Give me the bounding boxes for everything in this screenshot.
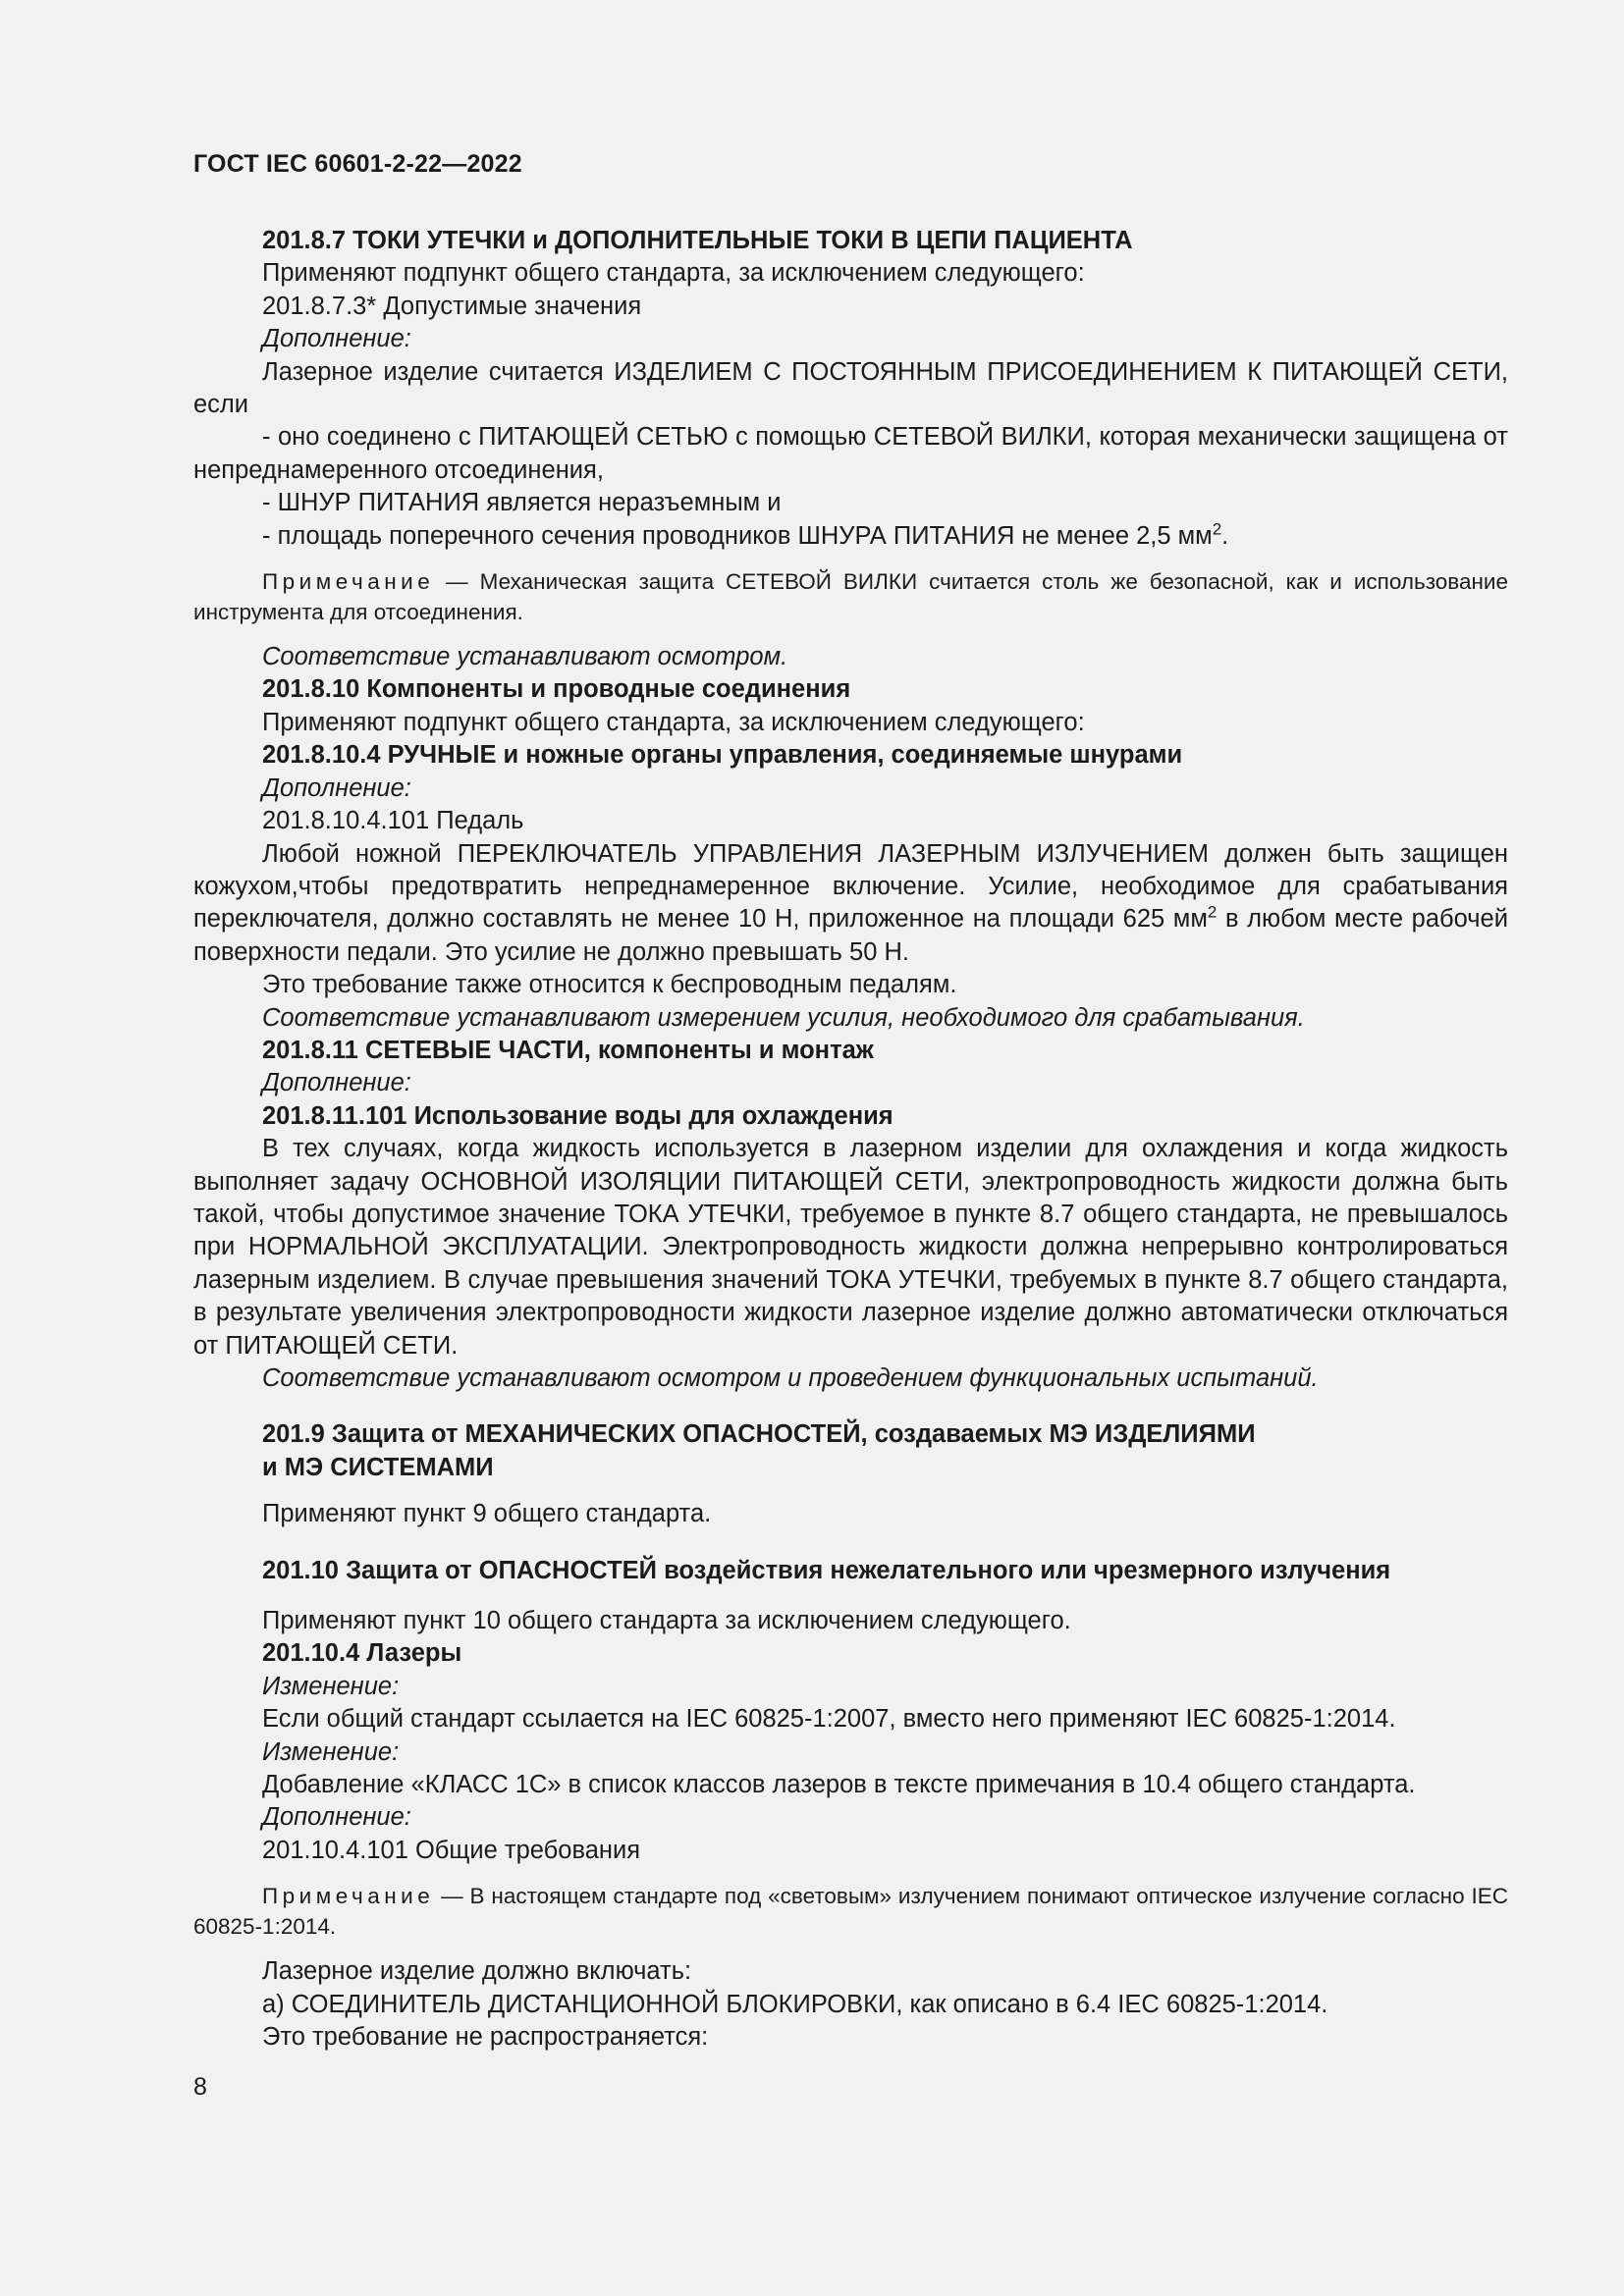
note-text: — Механическая защита СЕТЕВОЙ ВИЛКИ считается столь же безопасной, как и использование инструмента для отсоединения. [193, 569, 1508, 625]
compliance-text: Соответствие устанавливают осмотром. [262, 643, 788, 671]
superscript: 2 [1207, 902, 1218, 922]
section-heading: 201.8.7 ТОКИ УТЕЧКИ и ДОПОЛНИТЕЛЬНЫЕ ТОКИ В ЦЕПИ ПАЦИЕНТА [262, 227, 1133, 254]
heading-line-2: и МЭ СИСТЕМАМИ [262, 1453, 494, 1481]
compliance-text: Соответствие устанавливают осмотром и проведением функциональных испытаний. [262, 1364, 1319, 1392]
paragraph: Это требование также относится к беспроводным педалям. [262, 971, 957, 999]
compliance-text: Соответствие устанавливают измерением усилия, необходимого для срабатывания. [262, 1003, 1305, 1032]
note [193, 1881, 1508, 1942]
list-item: а) СОЕДИНИТЕЛЬ ДИСТАНЦИОННОЙ БЛОКИРОВКИ, как описано в 6.4 IEC 60825-1:2014. [262, 1990, 1328, 2018]
list-item [193, 520, 1508, 553]
list-item: - ШНУР ПИТАНИЯ является неразъемным и [262, 489, 782, 517]
addition-label: Дополнение: [262, 1803, 411, 1832]
paragraph: Применяют пункт 9 общего стандарта. [262, 1500, 712, 1528]
paragraph: В тех случаях, когда жидкость используется в лазерном изделии для охлаждения и когда жидкость выполняет задачу ОСНОВНОЙ ИЗОЛЯЦИИ ПИТАЮЩЕЙ СЕТИ, электропроводность жидкости должна быть такой, чтобы допустимое значение ТОКА УТЕЧКИ, требуемое в пункте 8.7 общего стандарта, не превышалось при НОРМАЛЬНОЙ ЭКСПЛУАТАЦИИ. Электропроводность жидкости должна непрерывно контролироваться лазерным изделием. В случае превышения значений ТОКА УТЕЧКИ, требуемых в пункте 8.7 общего стандарта, в результате увеличения электропроводности жидкости лазерное изделие должно автоматически отключаться от ПИТАЮЩЕЙ СЕТИ. [193, 1135, 1508, 1360]
addition-label: Дополнение: [262, 774, 411, 802]
note-label: Примечание [262, 569, 435, 595]
note [193, 566, 1508, 627]
section-heading: 201.8.10 Компоненты и проводные соединения [262, 675, 851, 704]
list-item-text: - площадь поперечного сечения проводников ШНУРА ПИТАНИЯ не менее 2,5 мм [262, 521, 1213, 550]
heading-line-1: 201.9 Защита от МЕХАНИЧЕСКИХ ОПАСНОСТЕЙ, создаваемых МЭ ИЗДЕЛИЯМИ [262, 1420, 1256, 1449]
paragraph: Лазерное изделие считается ИЗДЕЛИЕМ С ПОСТОЯННЫМ ПРИСОЕДИНЕНИЕМ К ПИТАЮЩЕЙ СЕТИ, если [193, 357, 1508, 419]
subsection-heading: 201.8.10.4 РУЧНЫЕ и ножные органы управления, соединяемые шнурами [262, 741, 1183, 770]
document-header: ГОСТ IEC 60601-2-22—2022 [193, 150, 522, 178]
note-text: — В настоящем стандарте под «световым» излучением понимают оптическое излучение согласно IEC 60825-1:2014. [193, 1884, 1508, 1940]
subsection-heading: 201.8.10.4.101 Педаль [262, 807, 524, 835]
addition-label: Дополнение: [262, 1069, 411, 1097]
paragraph: Применяют подпункт общего стандарта, за исключением следующего: [262, 708, 1085, 736]
page-number: 8 [193, 2073, 207, 2101]
list-item: - оно соединено с ПИТАЮЩЕЙ СЕТЬЮ с помощью СЕТЕВОЙ ВИЛКИ, которая механически защищена от непреднамеренного отсоединения, [193, 423, 1508, 484]
paragraph: Если общий стандарт ссылается на IEC 60825-1:2007, вместо него применяют IEC 60825-1:2014. [262, 1705, 1396, 1734]
subsection-heading: 201.8.11.101 Использование воды для охлаждения [262, 1101, 893, 1130]
paragraph: Добавление «КЛАСС 1С» в список классов лазеров в тексте примечания в 10.4 общего стандарта. [262, 1771, 1416, 1799]
subsection-heading: 201.8.7.3* Допустимые значения [262, 292, 642, 320]
paragraph: Лазерное изделие должно включать: [262, 1957, 692, 1986]
paragraph-text: Любой ножной ПЕРЕКЛЮЧАТЕЛЬ УПРАВЛЕНИЯ ЛАЗЕРНЫМ ИЗЛУЧЕНИЕМ должен быть защищен кожухом,чтобы предотвратить непреднамеренное включение. Усилие, необходимое для срабатывания переключателя, должно составлять не менее 10 Н, приложенное на площади 625 мм [193, 839, 1508, 934]
document-body [193, 225, 1508, 2055]
section-heading [193, 1418, 1508, 1484]
section-heading: 201.8.11 СЕТЕВЫЕ ЧАСТИ, компоненты и монтаж [262, 1036, 874, 1064]
paragraph-text-end: в любом месте рабочей поверхности педали. Это усилие не должно превышать 50 Н. [193, 905, 1508, 966]
subsection-heading: 201.10.4.101 Общие требования [262, 1836, 641, 1864]
paragraph: Применяют пункт 10 общего стандарта за исключением следующего. [262, 1607, 1071, 1635]
paragraph [193, 838, 1508, 970]
note-label: Примечание [262, 1884, 435, 1909]
addition-label: Дополнение: [262, 325, 411, 353]
superscript: 2 [1212, 519, 1222, 539]
change-label: Изменение: [262, 1737, 400, 1766]
list-item-end: . [1221, 521, 1229, 550]
subsection-heading: 201.10.4 Лазеры [262, 1639, 462, 1668]
paragraph: Это требование не распространяется: [262, 2023, 709, 2052]
section-heading: 201.10 Защита от ОПАСНОСТЕЙ воздействия нежелательного или чрезмерного излучения [262, 1556, 1391, 1584]
change-label: Изменение: [262, 1672, 400, 1700]
paragraph: Применяют подпункт общего стандарта, за исключением следующего: [262, 259, 1085, 288]
